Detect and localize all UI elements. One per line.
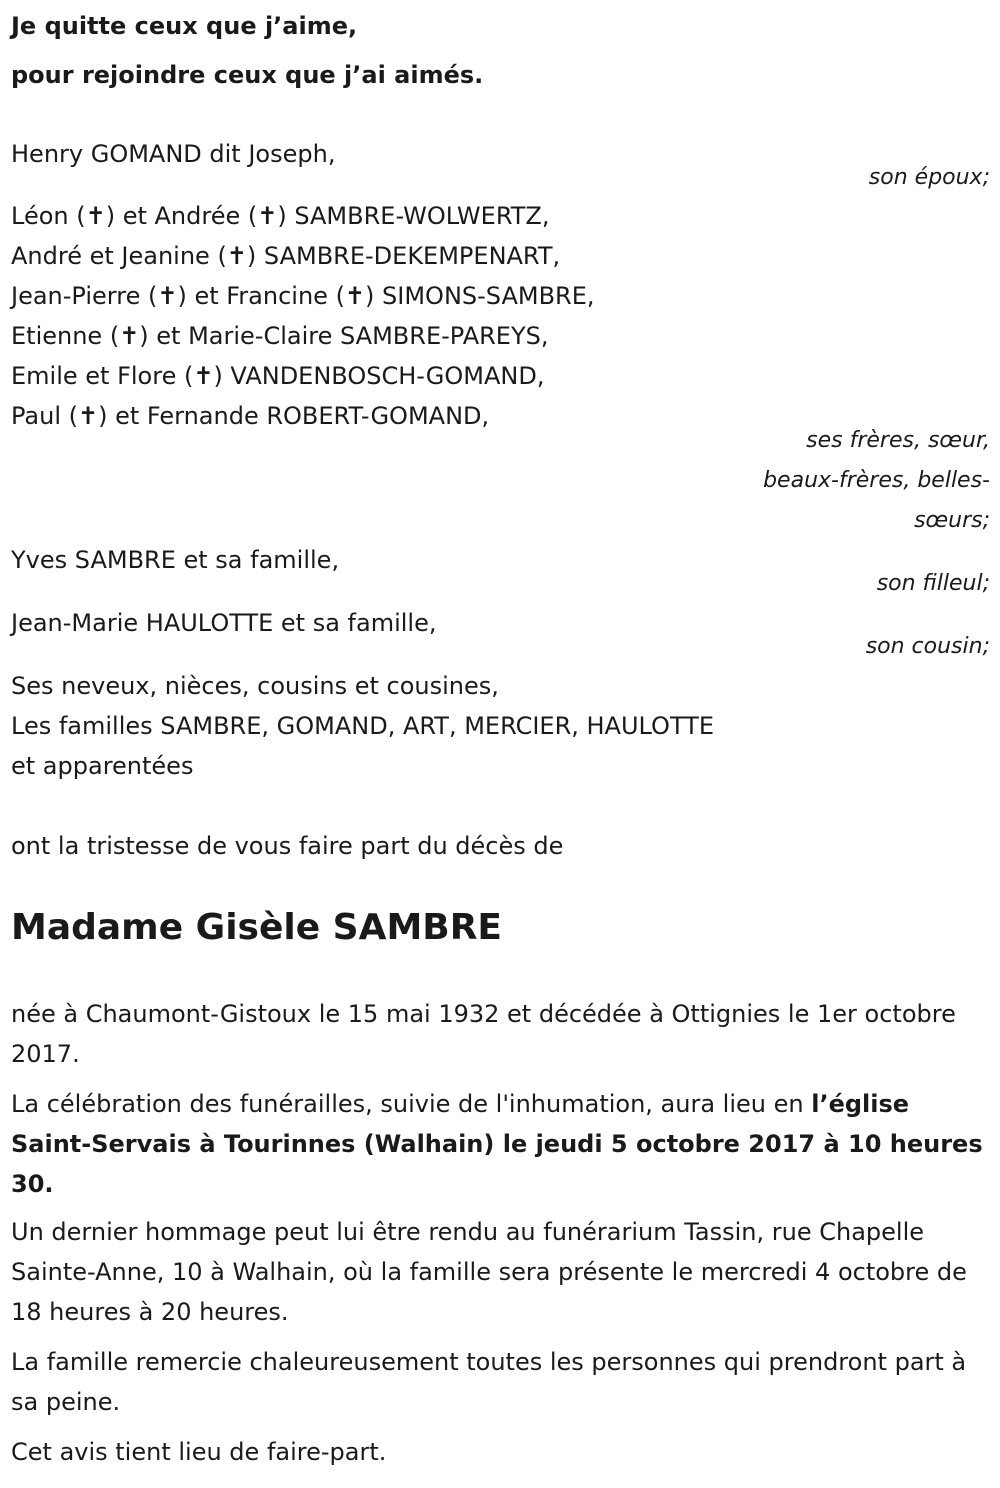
epigraph-line-1: Je quitte ceux que j’aime, <box>11 12 358 40</box>
spouse-name: Henry GOMAND dit Joseph, <box>11 140 336 168</box>
cousin-relation: son cousin; <box>865 634 990 659</box>
deceased-name: Madame Gisèle SAMBRE <box>11 907 503 948</box>
godson-relation: son filleul; <box>876 571 990 596</box>
relatives-line: Les familles SAMBRE, GOMAND, ART, MERCIER, HAULOTTE <box>11 712 715 740</box>
sibling-line: Emile et Flore (✝) VANDENBOSCH-GOMAND, <box>11 362 545 390</box>
homage-paragraph: Un dernier hommage peut lui être rendu au funérarium Tassin, rue Chapelle Sainte-Anne, 10 à Walhain, où la famille sera présente le mercredi 4 octobre de 18 heures à 20 heures. <box>11 1218 967 1326</box>
relatives-line: Ses neveux, nièces, cousins et cousines, <box>11 672 499 700</box>
siblings-relation-line: ses frères, sœur, <box>806 428 990 453</box>
funeral-intro: La célébration des funérailles, suivie de l'inhumation, aura lieu en <box>11 1090 812 1118</box>
sibling-line: Paul (✝) et Fernande ROBERT-GOMAND, <box>11 402 490 430</box>
sibling-line: André et Jeanine (✝) SAMBRE-DEKEMPENART, <box>11 242 561 270</box>
sibling-line: Jean-Pierre (✝) et Francine (✝) SIMONS-SAMBRE, <box>11 282 595 310</box>
thanks-paragraph: La famille remercie chaleureusement toutes les personnes qui prendront part à sa peine. <box>11 1348 967 1416</box>
spouse-relation: son époux; <box>868 165 990 190</box>
siblings-relation-line: beaux-frères, belles- <box>763 468 990 493</box>
birth-death-paragraph: née à Chaumont-Gistoux le 15 mai 1932 et décédée à Ottignies le 1er octobre 2017. <box>11 1000 956 1068</box>
godson-name: Yves SAMBRE et sa famille, <box>11 546 340 574</box>
funeral-details: l’église Saint-Servais à Tourinnes (Walhain) le jeudi 5 octobre 2017 à 10 heures 30. <box>11 1090 983 1198</box>
notice-paragraph: Cet avis tient lieu de faire-part. <box>11 1438 387 1466</box>
relatives-line: et apparentées <box>11 752 194 780</box>
epigraph-line-2: pour rejoindre ceux que j’ai aimés. <box>11 61 484 89</box>
siblings-relation-line: sœurs; <box>914 508 990 533</box>
sibling-line: Léon (✝) et Andrée (✝) SAMBRE-WOLWERTZ, <box>11 202 550 230</box>
cousin-name: Jean-Marie HAULOTTE et sa famille, <box>11 609 437 637</box>
funeral-paragraph <box>11 1084 991 1204</box>
sibling-line: Etienne (✝) et Marie-Claire SAMBRE-PAREYS, <box>11 322 549 350</box>
announcement: ont la tristesse de vous faire part du décès de <box>11 832 564 860</box>
